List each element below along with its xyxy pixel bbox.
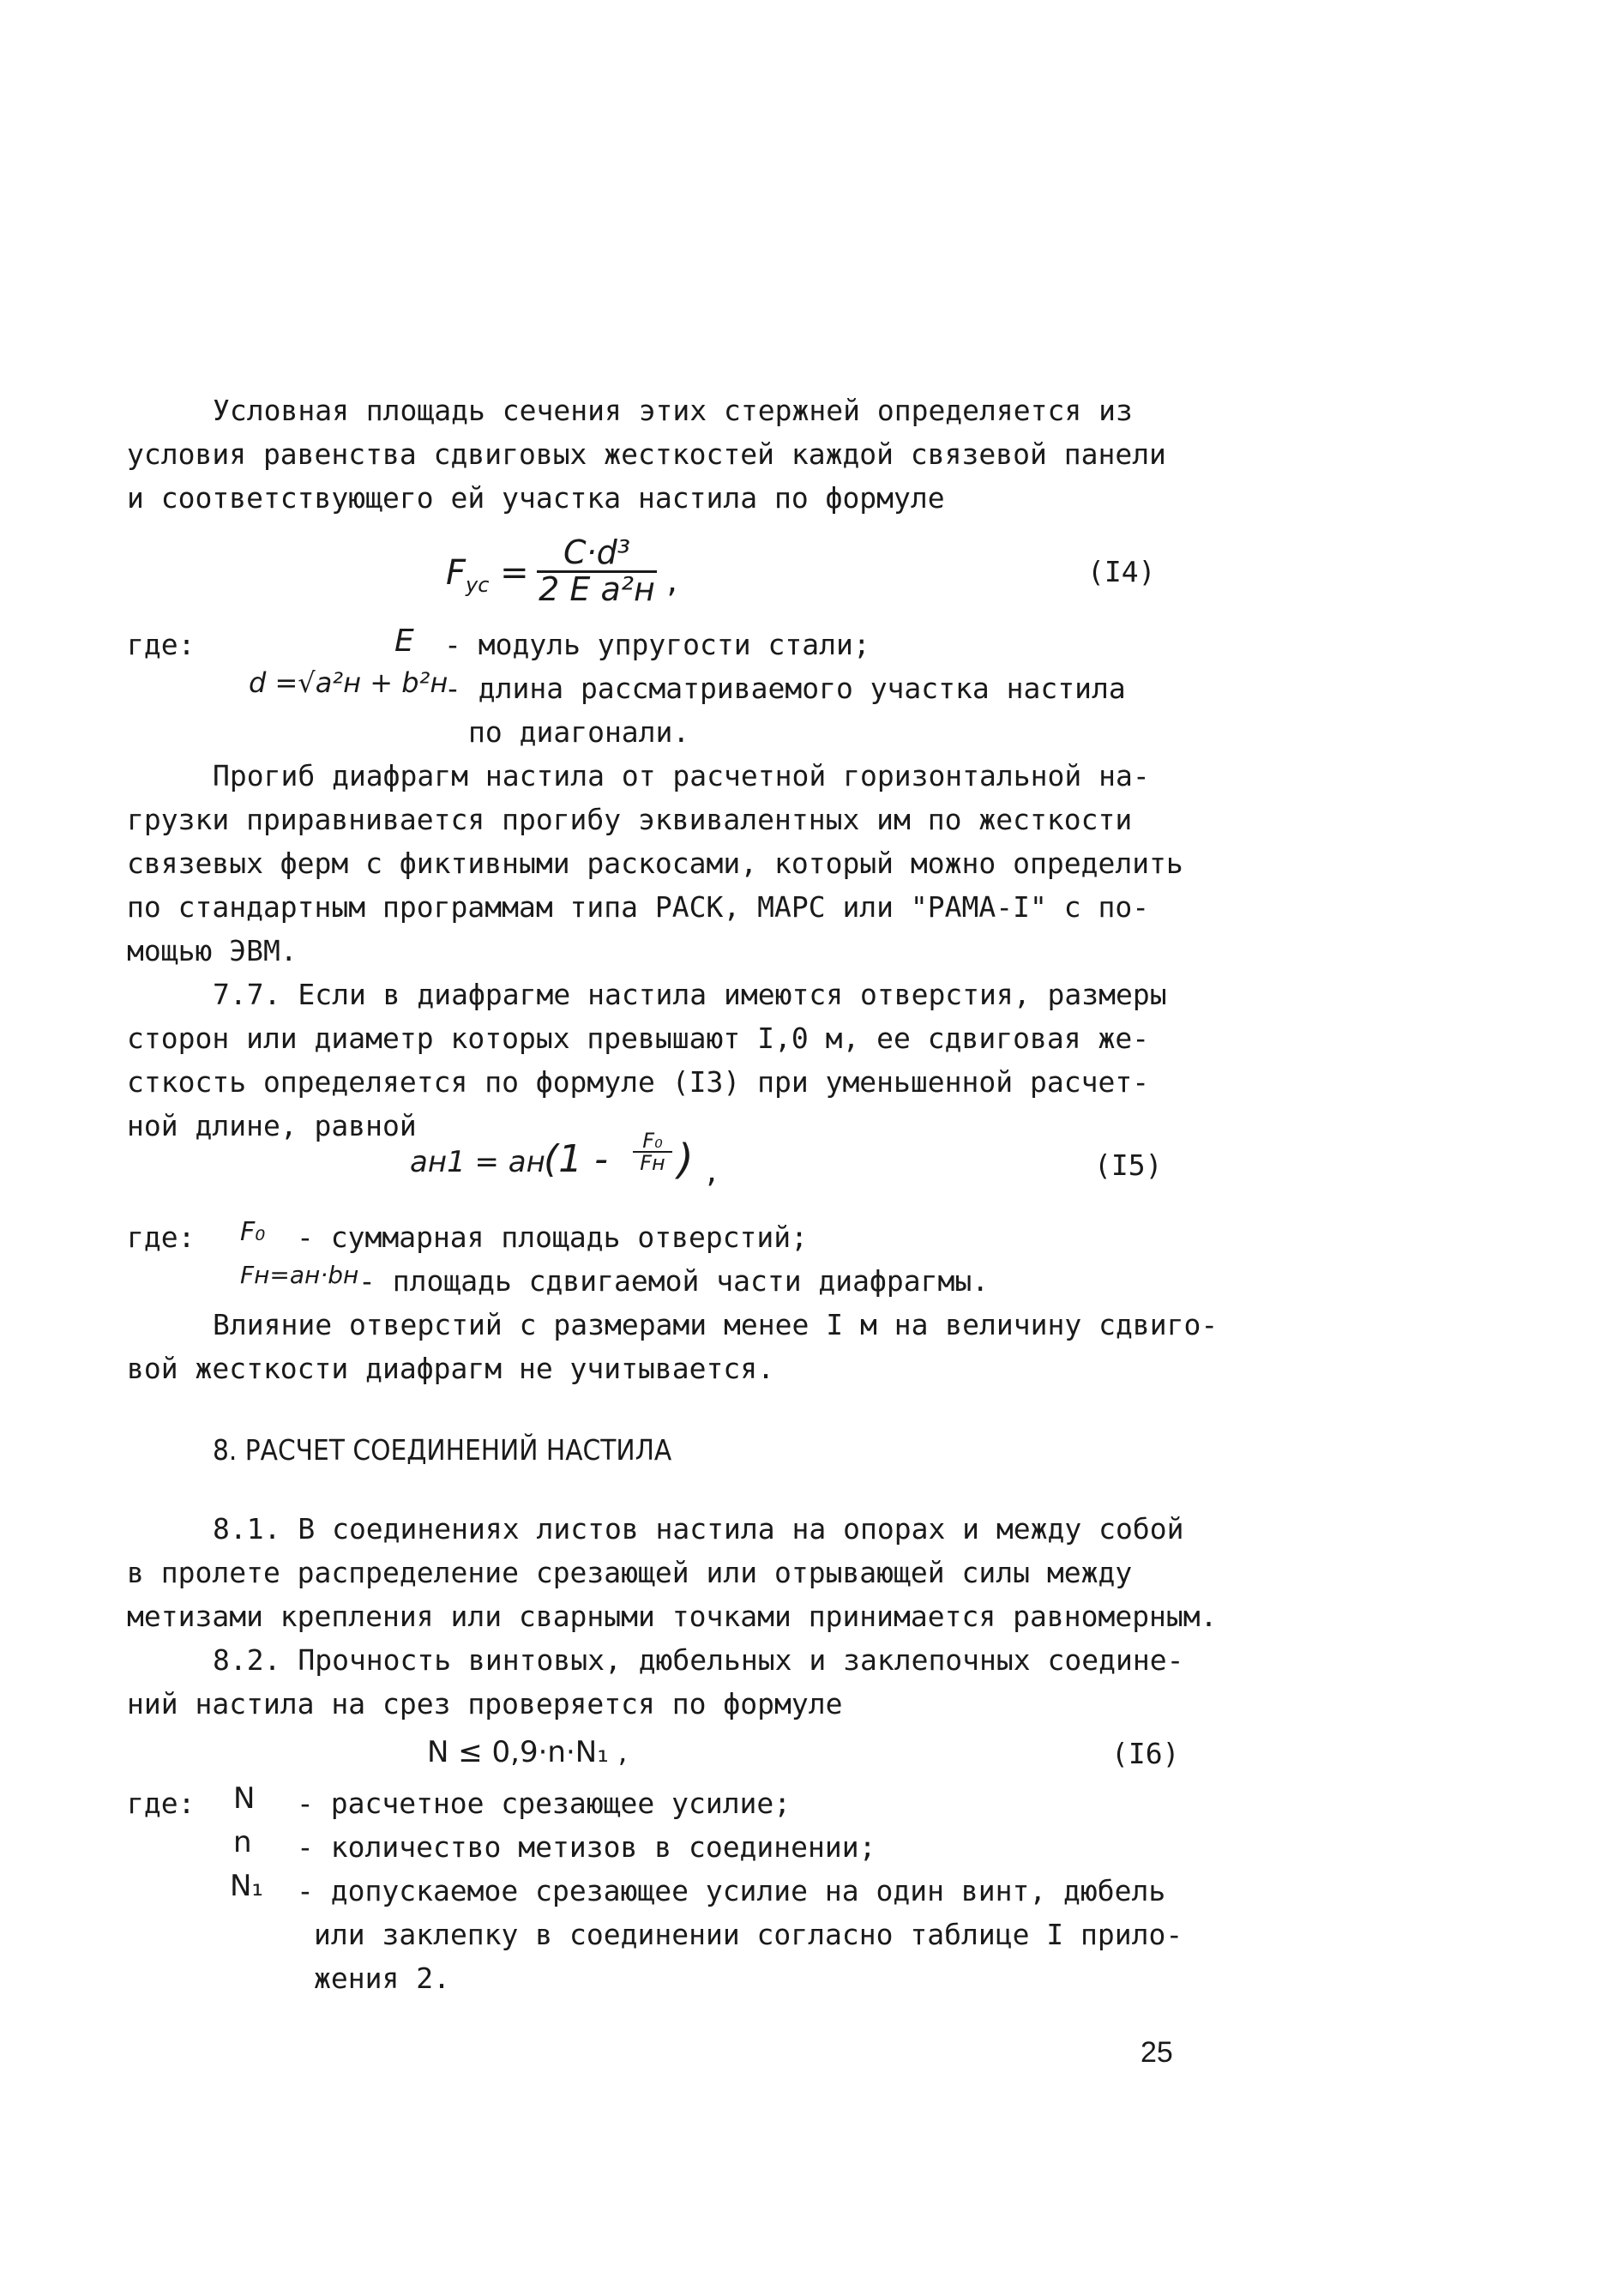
eq14-numerator: C·d³ [563, 533, 630, 571]
eq14-comma: , [664, 565, 681, 599]
defs16-symbol-n: n [233, 1825, 252, 1859]
section-8-heading: 8. РАСЧЕТ СОЕДИНЕНИЙ НАСТИЛА [213, 1433, 672, 1467]
defs16-text-n: - количество метизов в соединении; [297, 1830, 876, 1864]
eq14-lhs: $F_{ус}$ = [446, 553, 529, 597]
defs16-symbol-N1: N₁ [230, 1869, 264, 1903]
para3-line-3: сткость определяется по формуле (I3) при уменьшенной расчет- [127, 1065, 1150, 1099]
para3-line-1: 7.7. Если в диафрагме настила имеются отверстия, размеры [213, 978, 1167, 1011]
para2-line-5: мощью ЭВМ. [127, 934, 298, 967]
para5-line-1: 8.1. В соединениях листов настила на опорах и между собой [213, 1512, 1184, 1546]
defs15-symbol-Fn: Fн=aн·bн [240, 1261, 359, 1289]
eq16-number: (I6) [1111, 1737, 1180, 1770]
para2-line-3: связевых ферм с фиктивными раскосами, который можно определить [127, 847, 1183, 880]
eq14-denominator: 2 E a²н [539, 570, 655, 608]
para2-line-2: грузки приравнивается прогибу эквивалентных им по жесткости [127, 803, 1133, 836]
eq14-number: (I4) [1087, 555, 1156, 588]
defs14-text-E: - модуль упругости стали; [444, 628, 870, 661]
para2-line-4: по стандартным программам типа РАСК, МАРС или "РАМА-I" с по- [127, 890, 1150, 924]
para4-line-1: Влияние отверстий с размерами менее I м на величину сдвиго- [213, 1308, 1219, 1341]
eq15-fraction [633, 1130, 672, 1173]
eq15-number: (I5) [1094, 1148, 1163, 1182]
defs16-text-N1: - допускаемое срезающее усилие на один винт, дюбель [297, 1874, 1166, 1907]
eq15-open: (1 - [544, 1137, 609, 1181]
defs15-text-Fn: - площадь сдвигаемой части диафрагмы. [358, 1264, 990, 1298]
defs15-where: где: [127, 1220, 196, 1254]
eq16-formula: N ≤ 0,9·n·N₁ , [427, 1735, 628, 1769]
para4-line-2: вой жесткости диафрагм не учитывается. [127, 1352, 774, 1385]
para6-line-1: 8.2. Прочность винтовых, дюбельных и заклепочных соедине- [213, 1643, 1184, 1677]
defs14-text-d: - длина рассматриваемого участка настила [444, 672, 1126, 705]
eq15-numerator: F₀ [642, 1129, 663, 1153]
para5-line-2: в пролете распределение срезающей или отрывающей силы между [127, 1556, 1133, 1589]
defs16-continuation-2: жения 2. [314, 1962, 450, 1995]
eq15-comma: , [703, 1155, 720, 1189]
defs14-continuation: по диагонали. [468, 715, 690, 749]
para2-line-1: Прогиб диафрагм настила от расчетной горизонтальной на- [213, 759, 1150, 792]
defs16-continuation-1: или заклепку в соединении согласно таблице I прило- [314, 1918, 1183, 1951]
eq15-close: ) [677, 1136, 694, 1184]
defs15-text-F0: - суммарная площадь отверстий; [297, 1220, 809, 1254]
eq15-denominator: Fн [640, 1151, 665, 1175]
defs16-symbol-N: N [233, 1781, 256, 1816]
para5-line-3: метизами крепления или сварными точками принимается равномерным. [127, 1600, 1218, 1633]
para6-line-2: ний настила на срез проверяется по формуле [127, 1687, 843, 1720]
defs16-text-N: - расчетное срезающее усилие; [297, 1787, 791, 1820]
para3-line-2: сторон или диаметр которых превышают I,0 м, ее сдвиговая же- [127, 1021, 1150, 1055]
para1-line-2: условия равенства сдвиговых жесткостей каждой связевой панели [127, 437, 1166, 471]
para1-line-3: и соответствующего ей участка настила по формуле [127, 481, 945, 515]
page-number: 25 [1141, 2036, 1173, 2069]
para1-line-1: Условная площадь сечения этих стержней определяется из [213, 394, 1133, 427]
defs14-symbol-d: d =√a²н + b²н [249, 666, 448, 699]
defs16-where: где: [127, 1787, 196, 1820]
eq15-lhs: aн1 = aн [410, 1145, 545, 1179]
defs15-symbol-F0: F₀ [240, 1217, 266, 1247]
defs14-where: где: [127, 628, 196, 661]
defs14-symbol-E: E [394, 624, 414, 659]
para3-line-4: ной длине, равной [127, 1109, 417, 1142]
eq14-fraction [537, 533, 657, 608]
